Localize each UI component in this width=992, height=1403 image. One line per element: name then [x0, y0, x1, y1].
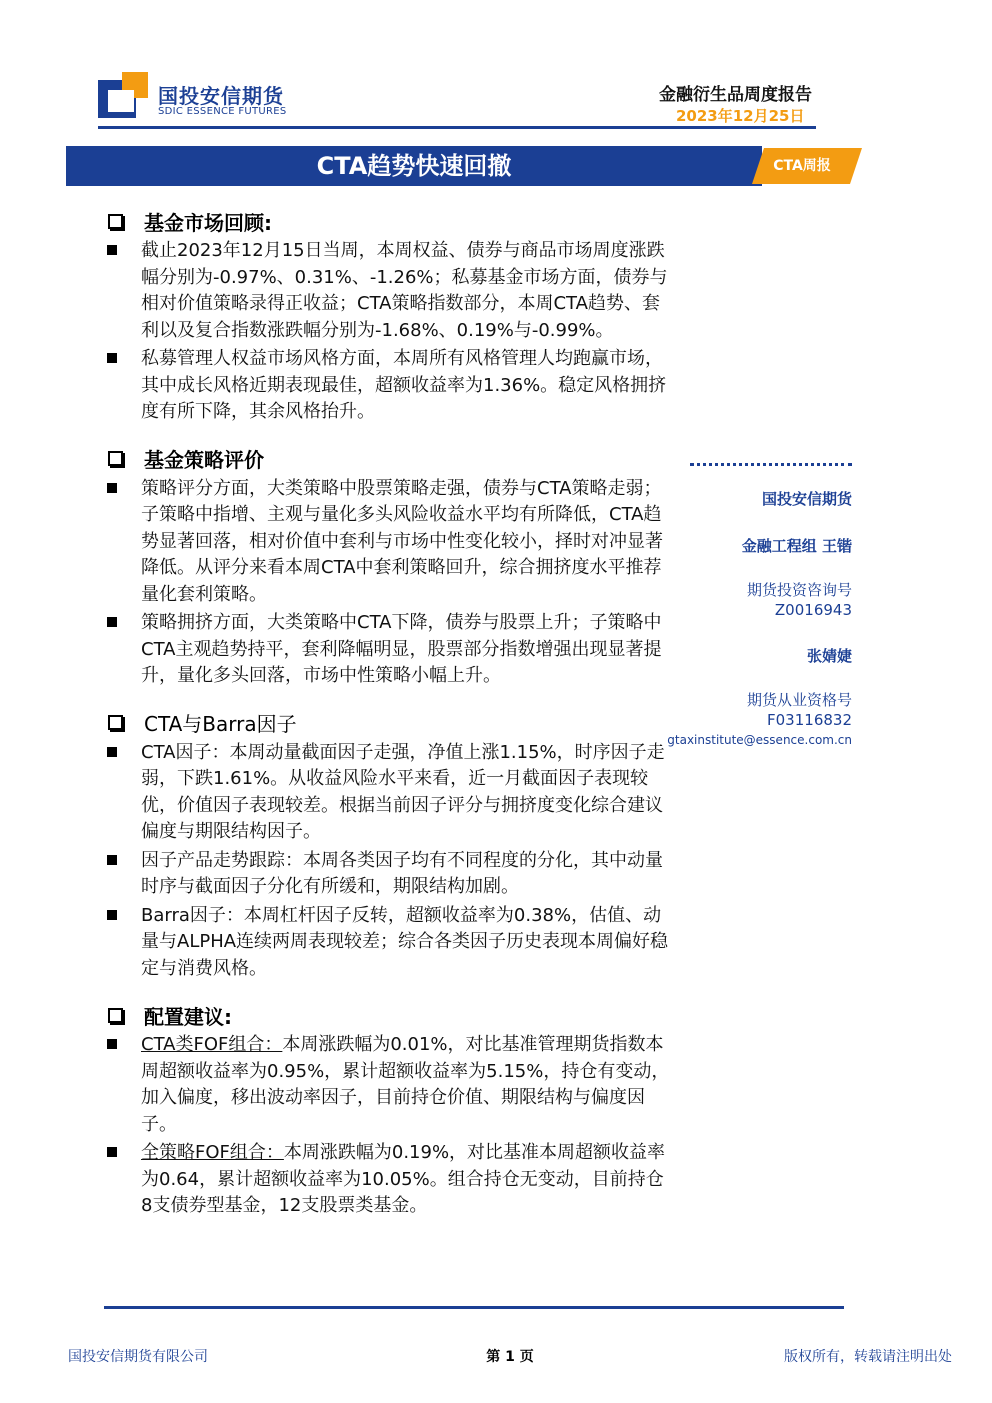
- page-number: 第 1 页: [486, 1349, 534, 1365]
- checkbox-icon: [108, 1008, 123, 1023]
- sidebar-license-number: Z0016943: [774, 601, 852, 619]
- footer-copyright: 版权所有，转载请注明出处: [784, 1349, 952, 1365]
- checkbox-icon: [108, 715, 123, 730]
- sidebar-divider: [690, 463, 852, 466]
- square-bullet-icon: [107, 245, 117, 255]
- list-item: [104, 740, 674, 846]
- sidebar-qualification-label: 期货从业资格号: [746, 691, 852, 709]
- brand-name-en: SDIC ESSENCE FUTURES: [158, 106, 287, 117]
- sidebar-license-label: 期货投资咨询号: [746, 581, 852, 599]
- report-summary: [104, 206, 674, 1238]
- brand-name-cn: 国投安信期货: [158, 84, 284, 108]
- list-item: [104, 238, 674, 344]
- header-divider: [98, 126, 816, 129]
- sidebar-qualification-number: F03116832: [767, 711, 852, 729]
- portfolio-summary: 本周涨跌幅为0.19%，对比基准本周超额收益率为0.64，累计超额收益率为10.05%。组合持仓无变动，目前持仓8支债券型基金，12支股票类基金。: [141, 1142, 666, 1216]
- section-title: CTA与Barra因子: [144, 712, 297, 736]
- bullet-text: [141, 1140, 673, 1220]
- list-item: [104, 1140, 674, 1220]
- bullet-text: 策略拥挤方面，大类策略中CTA下降，债券与股票上升；子策略中CTA主观趋势持平，套利降幅明显，股票部分指数增强出现显著提升，量化多头回落，市场中性策略小幅上升。: [141, 612, 662, 686]
- list-item: [104, 476, 674, 609]
- section-heading: [104, 206, 674, 236]
- report-title: 金融衍生品周度报告: [659, 85, 812, 105]
- section-market-review: [104, 206, 674, 426]
- bullet-text: 私募管理人权益市场风格方面，本周所有风格管理人均跑赢市场，其中成长风格近期表现最佳，超额收益率为1.36%。稳定风格拥挤度有所下降，其余风格抬升。: [141, 348, 667, 422]
- square-bullet-icon: [107, 747, 117, 757]
- bullet-text: CTA因子：本周动量截面因子走强，净值上涨1.15%，时序因子走弱，下跌1.61%。从收益风险水平来看，近一月截面因子表现较优，价值因子表现较差。根据当前因子评分与拥挤度变化综合建议偏度与期限结构因子。: [141, 741, 665, 842]
- footer-company: 国投安信期货有限公司: [68, 1349, 208, 1365]
- portfolio-name: CTA类FOF组合：: [141, 1034, 283, 1055]
- checkbox-icon: [108, 214, 123, 229]
- sidebar-group: 金融工程组 王锴: [741, 537, 852, 555]
- bullet-text: 因子产品走势跟踪：本周各类因子均有不同程度的分化，其中动量时序与截面因子分化有所缓和，期限结构加剧。: [141, 849, 663, 897]
- section-strategy-evaluation: [104, 444, 674, 690]
- section-heading: [104, 708, 674, 738]
- section-title: 基金市场回顾:: [144, 210, 272, 235]
- list-item: [104, 1032, 674, 1138]
- checkbox-icon: [108, 451, 123, 466]
- footer-divider: [104, 1306, 844, 1309]
- square-bullet-icon: [107, 483, 117, 493]
- list-item: [104, 346, 674, 426]
- section-title: 配置建议:: [144, 1004, 232, 1029]
- sidebar-analyst-name: 张婧婕: [806, 647, 852, 665]
- tag-label: CTA周报: [773, 158, 831, 174]
- portfolio-summary: 本周涨跌幅为0.01%，对比基准管理期货指数本周超额收益率为0.95%，累计超额收益率为5.15%，持仓有变动，加入偏度，移出波动率因子，目前持仓价值、期限结构与偏度因子。: [141, 1034, 670, 1135]
- square-bullet-icon: [107, 617, 117, 627]
- bullet-text: [141, 1032, 673, 1138]
- section-heading: [104, 1000, 674, 1030]
- section-heading: [104, 444, 674, 474]
- square-bullet-icon: [107, 855, 117, 865]
- square-bullet-icon: [107, 353, 117, 363]
- list-item: [104, 903, 674, 983]
- square-bullet-icon: [107, 1147, 117, 1157]
- portfolio-name: 全策略FOF组合：: [141, 1142, 284, 1163]
- square-bullet-icon: [107, 1039, 117, 1049]
- section-cta-barra-factors: [104, 708, 674, 983]
- section-title: 基金策略评价: [144, 448, 264, 472]
- sidebar-company: 国投安信期货: [761, 490, 852, 508]
- bullet-text: 截止2023年12月15日当周，本周权益、债券与商品市场周度涨跌幅分别为-0.97%、0.31%、-1.26%；私募基金市场方面，债券与相对价值策略录得正收益；CTA策略指数部分，本周CTA趋势、套利以及复合指数涨跌幅分别为-1.68%、0.19%与-0.99%。: [141, 240, 668, 341]
- square-bullet-icon: [107, 910, 117, 920]
- list-item: [104, 610, 674, 690]
- section-allocation-advice: [104, 1000, 674, 1220]
- banner-title: CTA趋势快速回撤: [316, 152, 512, 180]
- bullet-text: Barra因子：本周杠杆因子反转，超额收益率为0.38%，估值、动量与ALPHA连续两周表现较差；综合各类因子历史表现本周偏好稳定与消费风格。: [141, 904, 669, 979]
- title-banner: [66, 146, 762, 186]
- list-item: [104, 848, 674, 901]
- bullet-text: 策略评分方面，大类策略中股票策略走强，债券与CTA策略走弱；子策略中指增、主观与量化多头风险收益水平均有所降低，CTA趋势显著回落，相对价值中套利与市场中性变化较小，择时对冲显著降低。从评分来看本周CTA中套利策略回升，综合拥挤度水平推荐量化套利策略。: [141, 477, 663, 605]
- sidebar-email[interactable]: gtaxinstitute@essence.com.cn: [667, 733, 852, 747]
- report-date: 2023年12月25日: [676, 107, 805, 125]
- company-logo: [98, 72, 148, 118]
- report-tag: [752, 148, 862, 184]
